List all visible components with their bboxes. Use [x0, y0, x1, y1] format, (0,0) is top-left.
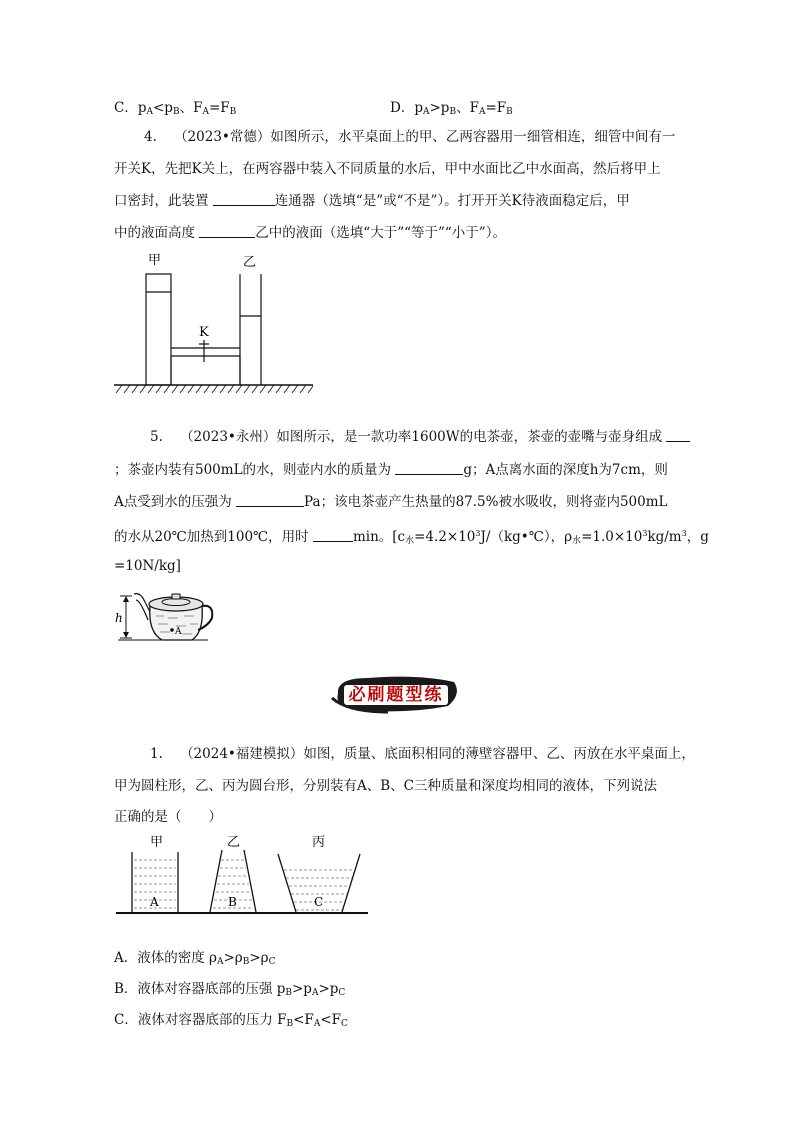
q5-blank-4[interactable]: [313, 529, 353, 542]
q1-line2: 甲为圆柱形，乙、丙为圆台形，分别装有A、B、C三种质量和深度均相同的液体，下列说法: [114, 778, 657, 794]
q4-blank-2[interactable]: [199, 225, 255, 238]
q4-line4: 中的液面高度 乙中的液面（选填“大于”“等于”“小于”）。: [114, 225, 506, 241]
option-c-prev: C．$p_A<p_B$、$F_A=F_B$: [114, 100, 237, 117]
q5-blank-1[interactable]: [666, 429, 690, 442]
q5-line1: 5. （2023•永州）如图所示，是一款功率1600W的电茶壶，茶壶的壶嘴与壶身组成: [150, 428, 690, 446]
q5-blank-3[interactable]: [236, 494, 304, 507]
q1-option-a[interactable]: A．液体的密度 $\rho_A>\rho_B>\rho_C$: [114, 950, 276, 967]
q5-line3: A点受到水的压强为 Pa；该电茶壶产生热量的87.5%被水吸收，则将壶内500mL: [114, 494, 668, 510]
section-banner-text: 必刷题型练: [348, 685, 444, 705]
section-banner: [328, 672, 464, 716]
q5-line2: ；茶壶内装有500mL的水，则壶内水的质量为 g；A点离水面的深度h为7cm，则: [114, 462, 668, 478]
q4-line2: 开关K，先把K关上，在两容器中装入不同质量的水后，甲中水面比乙中水面高，然后将甲上: [114, 161, 661, 177]
teapot-h-label: h: [115, 611, 123, 625]
option-d-prev: D．$p_A>p_B$、$F_A=F_B$: [390, 100, 513, 117]
q1-liquid-a: A: [150, 895, 159, 909]
q1-label-yi: 乙: [227, 835, 241, 850]
q4-blank-1[interactable]: [213, 193, 275, 206]
q4-label-k: K: [199, 325, 209, 340]
q4-connected-vessels-figure: [108, 244, 328, 404]
q1-liquid-b: B: [228, 895, 237, 909]
q1-label-bing: 丙: [312, 835, 326, 850]
table-hatching: [116, 385, 313, 393]
teapot-a-label: A: [175, 627, 182, 637]
q4-label-jia: 甲: [148, 253, 162, 268]
q1-liquid-c: C: [314, 895, 324, 909]
q1-label-jia: 甲: [150, 835, 164, 850]
q5-line5: =10N/kg]: [114, 558, 181, 574]
q5-line4: 的水从20℃加热到100℃，用时 min。[$c_水=4.2\times 10^3J/(kg•℃)$，$\rho_水=1.0\times 10^3kg/m^3$，g: [114, 529, 709, 546]
q1-containers-figure: [112, 830, 372, 920]
q4-line1: 4. （2023•常德）如图所示，水平桌面上的甲、乙两容器用一细管相连，细管中间有一: [144, 129, 676, 145]
q1-line1: 1. （2024•福建模拟）如图，质量、底面积相同的薄壁容器甲、乙、丙放在水平桌面上，: [150, 746, 695, 762]
q1-option-c[interactable]: C．液体对容器底部的压力 $F_B<F_A<F_C$: [114, 1012, 348, 1029]
container-jia: [146, 274, 171, 385]
q1-option-b[interactable]: B．液体对容器底部的压强 $p_B>p_A>p_C$: [114, 981, 346, 998]
q5-teapot-figure: [112, 582, 222, 652]
q1-line3: 正确的是（ ）: [114, 809, 222, 825]
q4-label-yi: 乙: [243, 255, 257, 270]
q4-line3: 口密封，此装置 连通器（选填“是”或“不是”）。打开开关K待液面稳定后，甲: [114, 193, 630, 209]
q5-blank-2[interactable]: [395, 462, 463, 475]
